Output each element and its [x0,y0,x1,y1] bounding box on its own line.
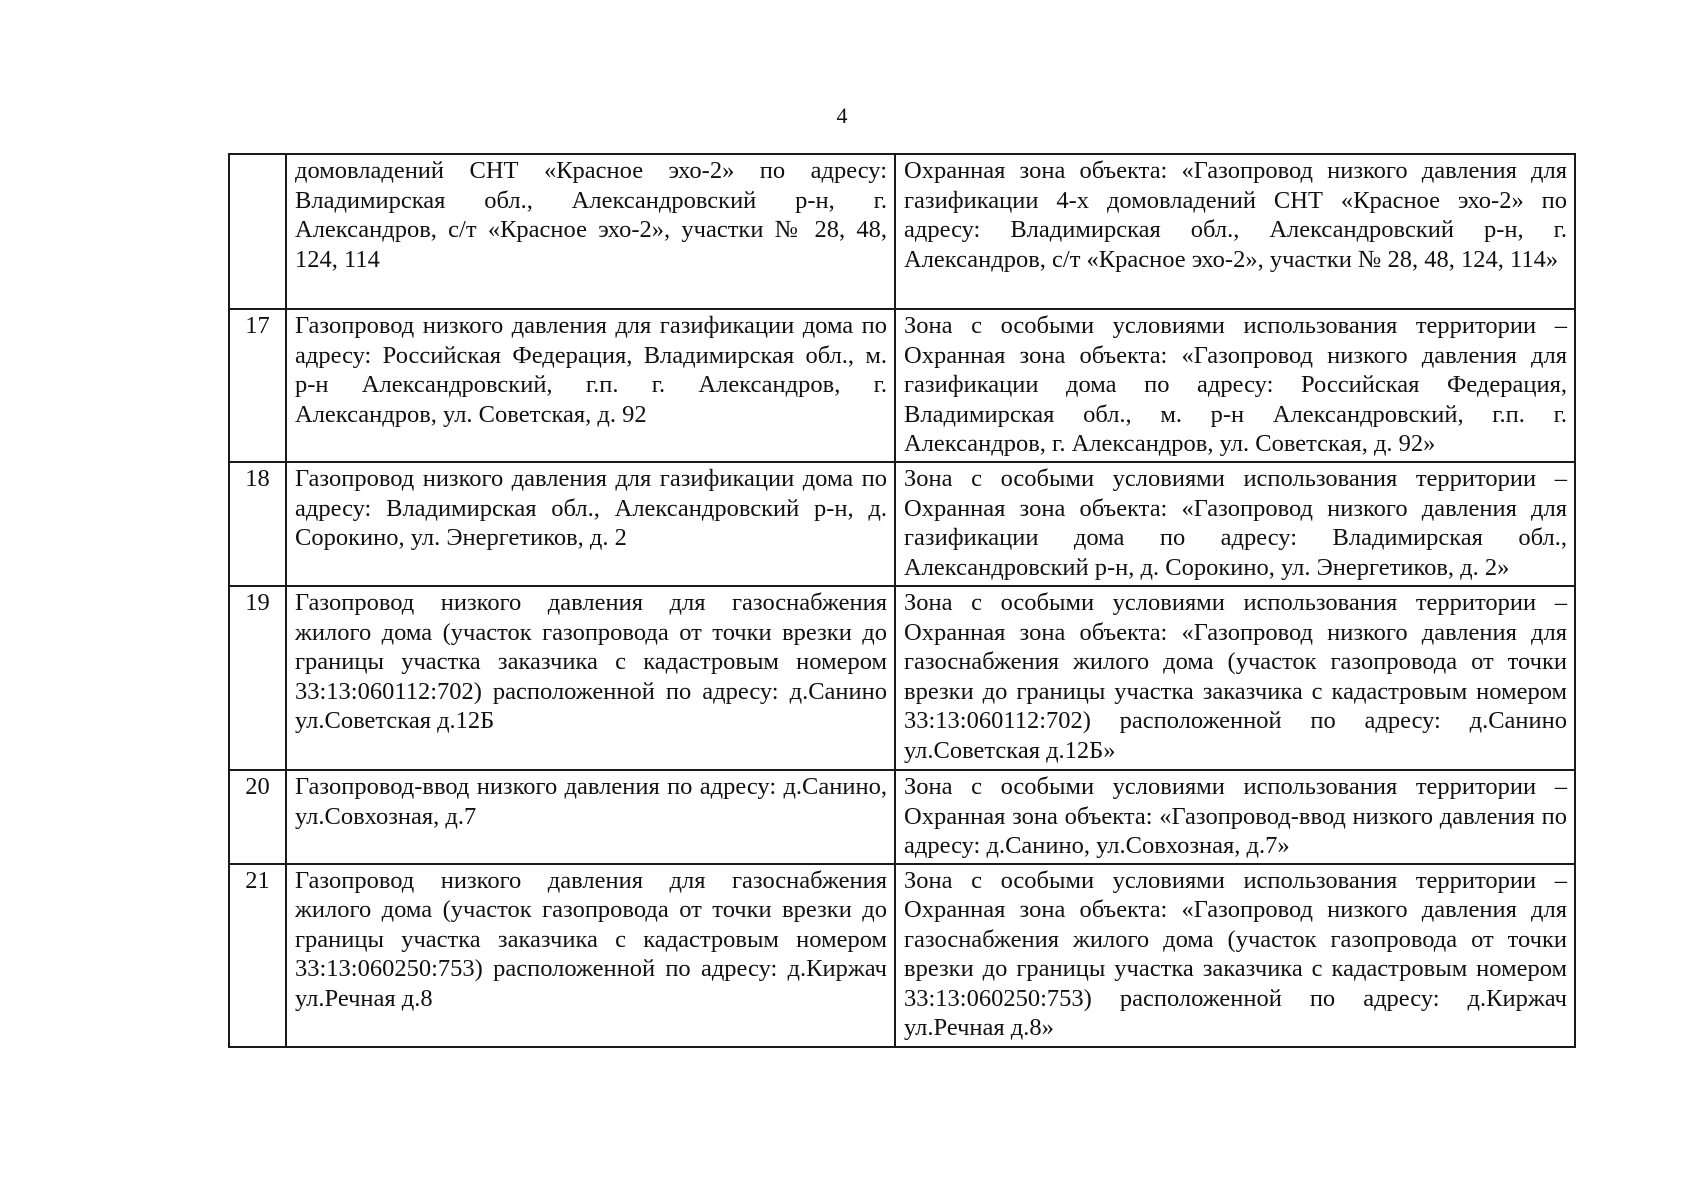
object-description-cell: Газопровод-ввод низкого давления по адресу: д.Санино, ул.Совхозная, д.7 [286,770,895,864]
object-description-cell: домовладений СНТ «Красное эхо-2» по адресу: Владимирская обл., Александровский р-н, г. Александров, с/т «Красное эхо-2», участки № 28, 48, 124, 114 [286,154,895,309]
row-number-cell [229,154,286,309]
object-description-cell: Газопровод низкого давления для газификации дома по адресу: Российская Федерация, Владимирская обл., м. р-н Александровский, г.п. г. Александров, г. Александров, ул. Советская, д. 92 [286,309,895,462]
objects-table [228,153,1576,1048]
protection-zone-cell: Зона с особыми условиями использования территории – Охранная зона объекта: «Газопровод низкого давления для газоснабжения жилого дома (участок газопровода от точки врезки до границы участка заказчика с кадастровым номером 33:13:060112:702) расположенной по адресу: д.Санино ул.Советская д.12Б» [895,586,1575,770]
table-row [229,462,1575,586]
protection-zone-cell: Зона с особыми условиями использования территории – Охранная зона объекта: «Газопровод низкого давления для газоснабжения жилого дома (участок газопровода от точки врезки до границы участка заказчика с кадастровым номером 33:13:060250:753) расположенной по адресу: д.Киржач ул.Речная д.8» [895,864,1575,1047]
row-number-cell: 19 [229,586,286,770]
protection-zone-cell: Зона с особыми условиями использования территории – Охранная зона объекта: «Газопровод низкого давления для газификации дома по адресу: Российская Федерация, Владимирская обл., м. р-н Александровский, г.п. г. Александров, г. Александров, ул. Советская, д. 92» [895,309,1575,462]
page-number: 4 [836,103,848,128]
protection-zone-cell: Зона с особыми условиями использования территории – Охранная зона объекта: «Газопровод низкого давления для газификации дома по адресу: Владимирская обл., Александровский р-н, д. Сорокино, ул. Энергетиков, д. 2» [895,462,1575,586]
table-row [229,864,1575,1047]
row-number-cell: 20 [229,770,286,864]
table-row [229,586,1575,770]
object-description-cell: Газопровод низкого давления для газоснабжения жилого дома (участок газопровода от точки врезки до границы участка заказчика с кадастровым номером 33:13:060250:753) расположенной по адресу: д.Киржач ул.Речная д.8 [286,864,895,1047]
table-row [229,154,1575,309]
row-number-cell: 21 [229,864,286,1047]
protection-zone-cell: Зона с особыми условиями использования территории – Охранная зона объекта: «Газопровод-ввод низкого давления по адресу: д.Санино, ул.Совхозная, д.7» [895,770,1575,864]
table-row [229,770,1575,864]
protection-zone-cell: Охранная зона объекта: «Газопровод низкого давления для газификации 4-х домовладений СНТ «Красное эхо-2» по адресу: Владимирская обл., Александровский р-н, г. Александров, с/т «Красное эхо-2», участки № 28, 48, 124, 114» [895,154,1575,309]
object-description-cell: Газопровод низкого давления для газификации дома по адресу: Владимирская обл., Александровский р-н, д. Сорокино, ул. Энергетиков, д. 2 [286,462,895,586]
row-number-cell: 18 [229,462,286,586]
table-row [229,309,1575,462]
object-description-cell: Газопровод низкого давления для газоснабжения жилого дома (участок газопровода от точки врезки до границы участка заказчика с кадастровым номером 33:13:060112:702) расположенной по адресу: д.Санино ул.Советская д.12Б [286,586,895,770]
row-number-cell: 17 [229,309,286,462]
